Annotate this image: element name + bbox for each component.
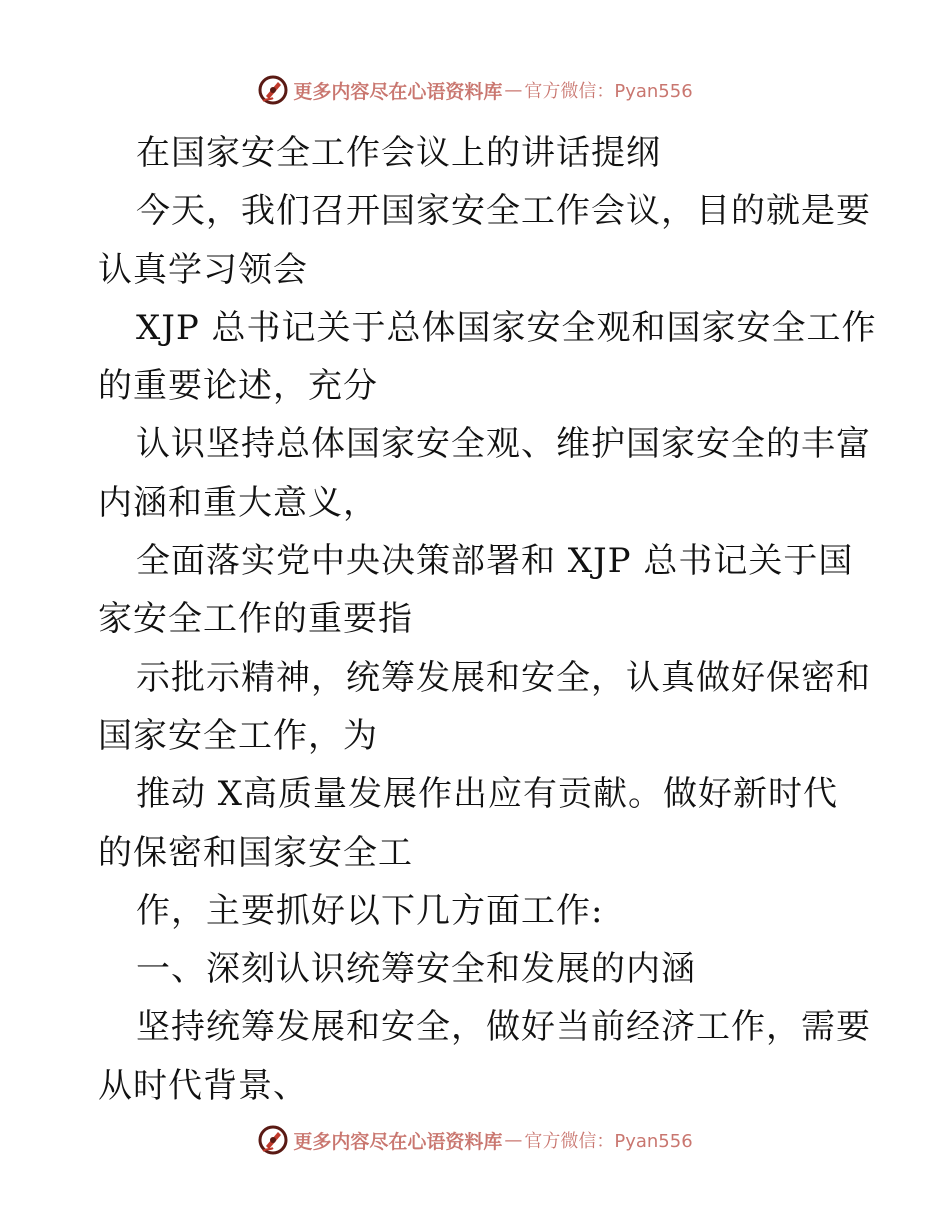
text-line: 全面落实党中央决策部署和 XJP 总书记关于国 <box>136 541 854 582</box>
header-separator: — <box>504 79 523 101</box>
header-promo-text: 更多内容尽在心语资料库 <box>293 80 503 103</box>
header-wechat-text: 官方微信：Pyan556 <box>524 81 693 102</box>
text-line: 家安全工作的重要指 <box>98 599 413 640</box>
text-line: 的保密和国家安全工 <box>98 832 413 873</box>
text-line: 的重要论述，充分 <box>98 366 378 407</box>
footer-separator: — <box>504 1129 523 1151</box>
document-body <box>98 124 877 1115</box>
ink-pen-logo-icon <box>257 1124 289 1156</box>
footer-promo-text: 更多内容尽在心语资料库 <box>293 1130 503 1153</box>
text-line: 内涵和重大意义， <box>98 482 378 523</box>
header-banner <box>0 70 950 110</box>
text-line: 作，主要抓好以下几方面工作: <box>136 890 604 931</box>
text-line: 认识坚持总体国家安全观、维护国家安全的丰富 <box>136 424 871 465</box>
footer-wechat-text: 官方微信：Pyan556 <box>524 1131 693 1152</box>
text-line: 推动 X高质量发展作出应有贡献。做好新时代 <box>136 774 839 815</box>
text-line: 示批示精神，统筹发展和安全，认真做好保密和 <box>136 657 871 698</box>
ink-pen-logo-icon <box>257 74 289 106</box>
section-heading: 一、深刻认识统筹安全和发展的内涵 <box>136 949 696 990</box>
footer-banner <box>0 1120 950 1160</box>
document-title: 在国家安全工作会议上的讲话提纲 <box>136 133 661 173</box>
text-line: 国家安全工作，为 <box>98 715 378 756</box>
text-line: 从时代背景、 <box>98 1065 308 1106</box>
text-line: 坚持统筹发展和安全，做好当前经济工作，需要 <box>136 1007 871 1048</box>
text-line: 今天，我们召开国家安全工作会议，目的就是要 <box>136 191 871 232</box>
text-line: 认真学习领会 <box>98 249 308 290</box>
text-line: XJP 总书记关于总体国家安全观和国家安全工作 <box>136 307 877 348</box>
